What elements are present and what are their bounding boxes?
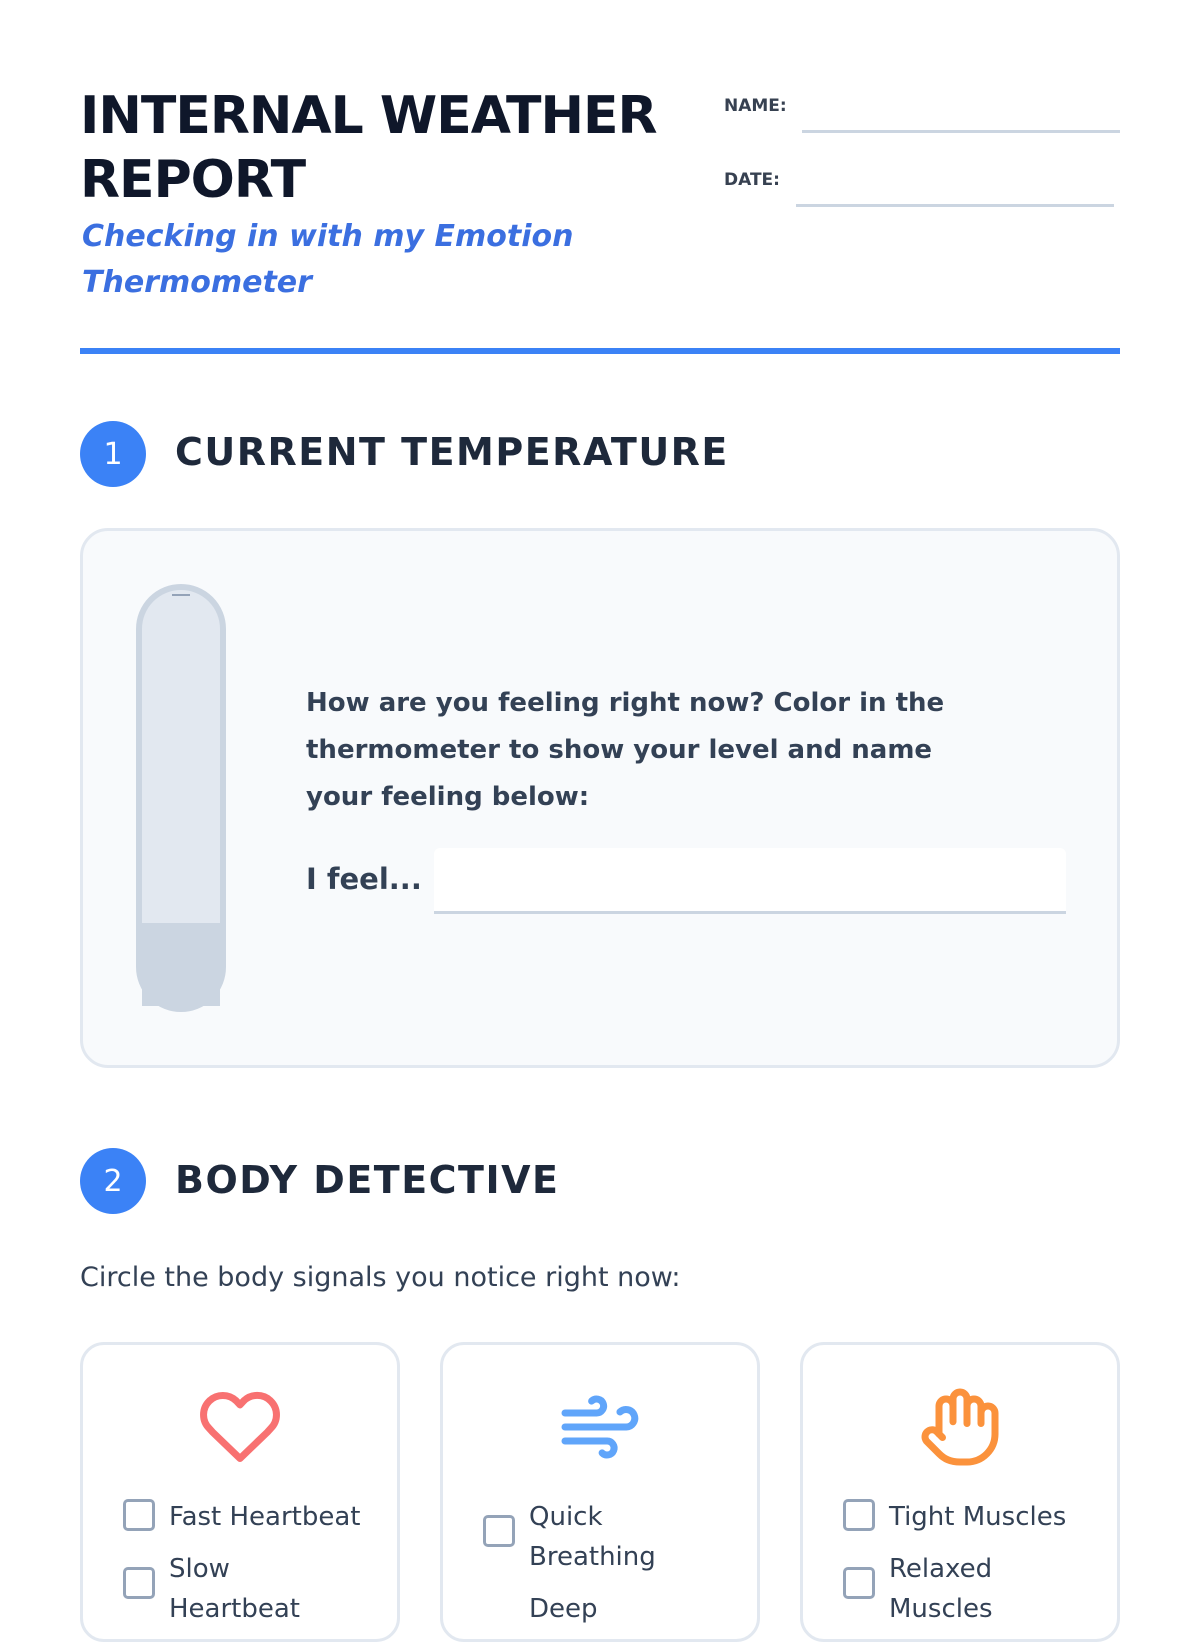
section-2-title: BODY DETECTIVE [175,1158,560,1202]
checkbox[interactable] [123,1499,155,1531]
option-fast-heartbeat[interactable] [123,1497,383,1537]
heart-icon [198,1385,282,1469]
hand-icon [918,1385,1002,1469]
breathing-card [440,1342,760,1642]
date-field[interactable] [796,204,1114,207]
option-label: Tight Muscles [889,1502,1067,1532]
wind-icon [558,1385,642,1469]
option-quick-breathing[interactable] [483,1497,743,1577]
checkbox[interactable] [843,1499,875,1531]
heartbeat-card [80,1342,400,1642]
page-title: INTERNAL WEATHER REPORT [80,86,657,210]
feeling-input[interactable] [434,848,1066,914]
body-instruction: Circle the body signals you notice right now: [80,1262,681,1293]
name-field[interactable] [802,130,1120,133]
checkbox[interactable] [483,1515,515,1547]
section-1-title: CURRENT TEMPERATURE [175,430,729,474]
header-divider [80,348,1120,354]
temperature-prompt: How are you feeling right now? Color in the thermometer to show your level and name your feeling below: [306,688,945,812]
option-slow-heartbeat[interactable] [123,1549,383,1629]
name-label: NAME: [724,96,787,116]
thermometer-tick [172,594,190,596]
thermometer-fill [142,923,220,1006]
checkbox[interactable] [843,1567,875,1599]
option-tight-muscles[interactable] [843,1497,1103,1537]
option-label: Quick Breathing [529,1502,656,1572]
date-label: DATE: [724,170,780,190]
thermometer[interactable] [136,584,226,1012]
option-label: Slow Heartbeat [169,1554,300,1624]
checkbox[interactable] [123,1567,155,1599]
option-label: Fast Heartbeat [169,1502,361,1532]
section-1-badge: 1 [80,421,146,487]
section-2-badge: 2 [80,1148,146,1214]
page-subtitle: Checking in with my Emotion Thermometer [82,219,574,300]
option-label: Relaxed Muscles [889,1554,993,1624]
option-relaxed-muscles[interactable] [843,1549,1103,1629]
option-deep-breathing[interactable] [483,1589,743,1629]
option-label: Deep [529,1594,598,1624]
muscles-card [800,1342,1120,1642]
feel-label: I feel... [306,862,422,896]
